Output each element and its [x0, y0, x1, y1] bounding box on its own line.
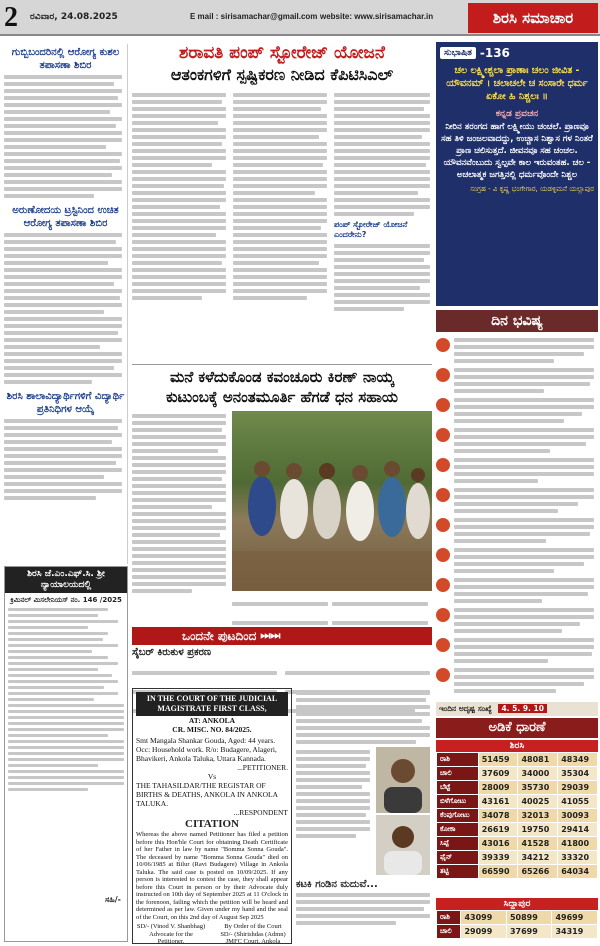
horoscope-row	[436, 546, 598, 576]
rate-variety: ರಾಶಿ	[437, 753, 479, 767]
rate-variety: ಬೆಟ್ಟೆ	[437, 781, 479, 795]
subhashita-translation: ನೀರಿನ ತರಂಗದ ಹಾಗೆ ಲಕ್ಷ್ಮೀಯು ಚಂಚಲೆ. ಪ್ರಾಣವೂ ಸಹ ತಿಳಿ ಜಂಜಲವಾದದ್ದು, ಉಚ್ಚಾಸ ನಿಶ್ವಾಸ ಗಳ ನಿಂತರೆ ಪ್ರಾಣ ಚಲಿಸುತ್ತದೆ. ಜೀವನವೂ ಸಹ ಚಂಚಲ. ಯೌವನವೆಂಬುದು ಸ್ವಲ್ಪವೇ ಕಾಲ ಇರುವಂತಹ. ಚಲ - ಅಚಲಾತ್ಮಕ ಜಗತ್ತಿನಲ್ಲಿ ಧರ್ಮವೊಂದೇ ನಿಶ್ಚಲ	[441, 122, 593, 180]
subhashita-translation-title: ಕನ್ನಡ ಪ್ರವಚನ	[495, 109, 539, 119]
horoscope-list	[436, 336, 598, 700]
story-photo	[232, 411, 432, 591]
rate-variety: ಕೋಕಾ	[437, 823, 479, 837]
left-title-3: ಶಿರಸಿ ಶಾಲಾವಿದ್ಯಾರ್ಥಿಗಳಿಗೆ ವಿದ್ಯಾರ್ಥಿ ಪ್ರತಿನಿಧಿಗಳ ಆಯ್ಕೆ	[6, 391, 125, 415]
subhashita-box	[436, 42, 598, 306]
rate-value: 33320	[558, 851, 598, 865]
rate-variety: ತಟ್ಟಿ	[437, 865, 479, 879]
issue-date: ರವಿವಾರ, 24.08.2025	[30, 12, 118, 22]
rate-value: 29099	[461, 925, 507, 939]
headline-financial-help: ಕುಟುಂಬಕ್ಕೆ ಅನಂತಮೂರ್ತಿ ಹೆಗಡೆ ಧನ ಸಹಾಯ	[166, 388, 398, 406]
rate-value: 29414	[558, 823, 598, 837]
masthead: ಶಿರಸಿ ಸಮಾಚಾರ	[468, 3, 598, 33]
market-sirsi: ಶಿರಸಿ	[436, 740, 598, 752]
rate-value: 26619	[478, 823, 518, 837]
continued-banner: ಒಂದನೇ ಪುಟದಿಂದ ⏭⏭	[132, 627, 432, 645]
rate-row	[437, 837, 598, 851]
story-subhead: ಪಂಪ್ ಸ್ಟೋರೇಜ್ ಯೋಜನೆ ಎಂದರೇನು?	[334, 220, 408, 239]
citation-respondent: THE TAHASILDAR/THE REGISTAR OF BIRTHS & DEATHS, ANKOLA IN ANKOLA TALUKA.	[136, 781, 278, 808]
rate-value: 34319	[552, 925, 598, 939]
rate-row	[437, 795, 598, 809]
rate-value: 48081	[518, 753, 558, 767]
story-col-3	[334, 90, 432, 314]
page-number: 2	[4, 2, 18, 33]
rate-value: 41800	[558, 837, 598, 851]
headline-sharavati: ಶರಾವತಿ ಪಂಪ್ ಸ್ಟೋರೇಜ್ ಯೋಜನೆ	[179, 43, 385, 63]
citation-petitioner-role: ...PETITIONER.	[237, 763, 288, 772]
rate-value: 66590	[478, 865, 518, 879]
rate-value: 32013	[518, 809, 558, 823]
rate-value: 43016	[478, 837, 518, 851]
citation-box	[132, 688, 292, 944]
left-story-2	[4, 233, 127, 384]
rate-row	[437, 925, 598, 939]
rate-row	[437, 851, 598, 865]
citation-case: CR. MISC. NO. 84/2025.	[172, 725, 252, 734]
rate-value: 50899	[506, 911, 552, 925]
story-col-1	[132, 90, 228, 314]
rate-value: 48349	[558, 753, 598, 767]
horoscope-row	[436, 486, 598, 516]
lucky-number-row	[436, 702, 598, 716]
rate-row	[437, 767, 598, 781]
court-signature: ಸಹಿ/-	[105, 895, 121, 904]
website[interactable]: website: www.sirisamachar.in	[320, 12, 434, 21]
horoscope-row	[436, 426, 598, 456]
citation-body: Whereas the above named Petitioner has filed a petition before this Hon'ble Court for obtaining Death Certificate of her Father in law by name "Bomma Sonna Gouda". The deceased by name "Bomma Sonna Gouda" died on 10/06/1985 at Bilur (Ravi Budagere) Village in Ankola Taluka. The said case is posted on 10/09/2025. If any person is interested to contest the case, they shall appear before this Court in person or by their Advocate duly instructed on 10th day of September 2025 at 11 O'clock in the forenoon, failing which the petition will be heard and determined as per law. Given under my hand and the seal of the Court, on this 2nd day of August Sep 2025	[136, 831, 288, 921]
subhead-cyber: ಸೈಬರ್ ಕಿರುಕುಳ ಪ್ರಕರಣ	[132, 647, 212, 658]
citation-court: IN THE COURT OF THE JUDICIAL MAGISTRATE FIRST CLASS,	[136, 692, 288, 716]
rate-row	[437, 753, 598, 767]
subhashita-label: ಸುಭಾಷಿತ	[440, 47, 476, 59]
header-bar	[0, 0, 600, 36]
rate-value: 34212	[518, 851, 558, 865]
subhead-marriage: ಕಟಕಿ ಗಂಡಿನ ಮದುವೆ...	[296, 879, 378, 890]
horoscope-row	[436, 366, 598, 396]
rate-row	[437, 865, 598, 879]
citation-place: AT: ANKOLA	[188, 716, 236, 725]
rate-row	[437, 823, 598, 837]
horoscope-row	[436, 396, 598, 426]
rate-value: 34078	[478, 809, 518, 823]
rate-value: 29039	[558, 781, 598, 795]
market-siddapur: ಸಿದ್ದಾಪುರ	[436, 898, 598, 910]
center-lower-right	[296, 688, 432, 944]
citation-respondent-role: ...RESPONDENT	[233, 808, 288, 817]
rate-value: 41528	[518, 837, 558, 851]
rate-value: 19750	[518, 823, 558, 837]
citation-title: CITATION	[185, 818, 239, 830]
subhashita-credit: ಸಂಗ್ರಹ - ವಿ ಕೃಷ್ಣ ಭಂಗೇಗಾರ, ಯಡಳ್ಳಿಮನೆ ಯಲ್ಲಾಪುರ	[470, 185, 594, 193]
rate-value: 49699	[552, 911, 598, 925]
person-photo-1	[376, 747, 430, 813]
rate-value: 51459	[478, 753, 518, 767]
horoscope-row	[436, 456, 598, 486]
court-notice-head: ಶಿರಸಿ ಜೆ.ಎಂ.ಎಫ್.ಸಿ. ಶ್ರೀ ನ್ಯಾಯಾಲಯದಲ್ಲಿ	[5, 567, 127, 593]
left-story-3	[4, 419, 127, 500]
rate-value: 35730	[518, 781, 558, 795]
rate-variety: ಫೈನ್	[437, 851, 479, 865]
horoscope-title: ದಿನ ಭವಿಷ್ಯ	[436, 310, 598, 332]
rate-variety: ಸಿಪ್ಪೆ	[437, 837, 479, 851]
rates-table-siddapur	[436, 910, 598, 939]
citation-sign-court: By Order of the Court SD/- (Shirishdas (Admn) JMFC Court, Ankola	[220, 923, 286, 945]
rate-value: 28009	[478, 781, 518, 795]
email[interactable]: E mail : sirisamachar@gmail.com	[190, 12, 318, 21]
left-title-2: ಅರುಣೋದಯ ಟ್ರಸ್ಟಿನಿಂದ ಉಚಿತ ಆರೋಗ್ಯ ತಪಾಸಣಾ ಶಿಬಿರ	[12, 205, 119, 229]
rate-value: 43161	[478, 795, 518, 809]
lower-text-col	[296, 747, 372, 875]
rate-variety: ಕೆಂಪುಗೋಟು	[437, 809, 479, 823]
rate-value: 41055	[558, 795, 598, 809]
rate-value: 35304	[558, 767, 598, 781]
rate-value: 30093	[558, 809, 598, 823]
rate-variety: ಬಿಳೆಗೋಟು	[437, 795, 479, 809]
subhashita-number: -136	[479, 46, 510, 60]
horoscope-row	[436, 576, 598, 606]
rate-variety: ಚಾಲಿ	[437, 767, 479, 781]
rate-value: 65266	[518, 865, 558, 879]
rate-value: 39339	[478, 851, 518, 865]
subhashita-quote: ಚಲ ಲಕ್ಷ್ಮೀಶ್ಚಲಾ ಪ್ರಾಣಾಃ ಚಲಂ ಜೀವಿತ - ಯೌವನಮ್ । ಚಲಾಚಲೇ ಚ ಸಂಸಾರೇ ಧರ್ಮ ಏಕೋ ಹಿ ನಿಶ್ಚಲಃ ॥	[446, 65, 588, 102]
left-story-1	[4, 75, 127, 198]
citation-vs: Vs	[207, 772, 217, 781]
citation-petitioner: Smt Mangala Shankar Gouda, Aged: 44 years. Occ: Household work. R/o: Budagere, Alageri, Bhavikeri, Ankola Taluka, Uttara Kannada.	[136, 736, 277, 763]
left-column	[4, 44, 128, 564]
lucky-numbers: 4. 5. 9. 10	[498, 704, 546, 713]
rate-row	[437, 809, 598, 823]
second-story-text-1	[132, 411, 228, 596]
rate-value: 64034	[558, 865, 598, 879]
left-title-1: ಗುಬ್ಬಿಬಂದರಿನಲ್ಲಿ ಆರೋಗ್ಯ ಕುಶಲ ತಪಾಸಣಾ ಶಿಬಿರ	[11, 47, 120, 71]
citation-sign-advocate: SD/- (Vinod V. Shanbhag) Advocate for the Petitioner.	[136, 923, 206, 945]
court-case-number: ಕ್ರಿಮಿನಲ್ ಮಿಸಲೇನಿಯಸ್ ನಂ. 146 /2025	[10, 596, 122, 604]
rate-value: 37609	[478, 767, 518, 781]
rates-table-sirsi	[436, 752, 598, 879]
headline-house-lost: ಮನೆ ಕಳೆದುಕೊಂಡ ಕವಂಚೂರು ಕಿರಣ್ ನಾಯ್ಕ	[170, 368, 394, 386]
areca-title: ಅಡಿಕೆ ಧಾರಣೆ	[436, 718, 598, 738]
rate-value: 34000	[518, 767, 558, 781]
rate-value: 40025	[518, 795, 558, 809]
rate-row	[437, 781, 598, 795]
rate-value: 37699	[506, 925, 552, 939]
horoscope-row	[436, 606, 598, 636]
rate-value: 43099	[461, 911, 507, 925]
headline-kptcl: ಆತಂಕಗಳಿಗೆ ಸ್ಪಷ್ಟಿಕರಣ ನೀಡಿದ ಕೆಪಿಟಿಸಿಎಲ್	[170, 65, 394, 84]
court-notice-left	[4, 566, 128, 942]
horoscope-row	[436, 636, 598, 666]
horoscope-row	[436, 516, 598, 546]
person-photo-2	[376, 815, 430, 875]
story-col-2	[233, 90, 329, 314]
center-top-story	[132, 42, 432, 362]
rate-row	[437, 911, 598, 925]
center-second-story	[132, 364, 432, 624]
horoscope-row	[436, 336, 598, 366]
horoscope-row	[436, 666, 598, 696]
rate-variety: ರಾಶಿ	[437, 911, 461, 925]
lucky-number-label: ಇಂದಿನ ಅದೃಷ್ಟ ಸಂಖ್ಯೆ	[439, 704, 492, 713]
rate-variety: ಚಾಲಿ	[437, 925, 461, 939]
